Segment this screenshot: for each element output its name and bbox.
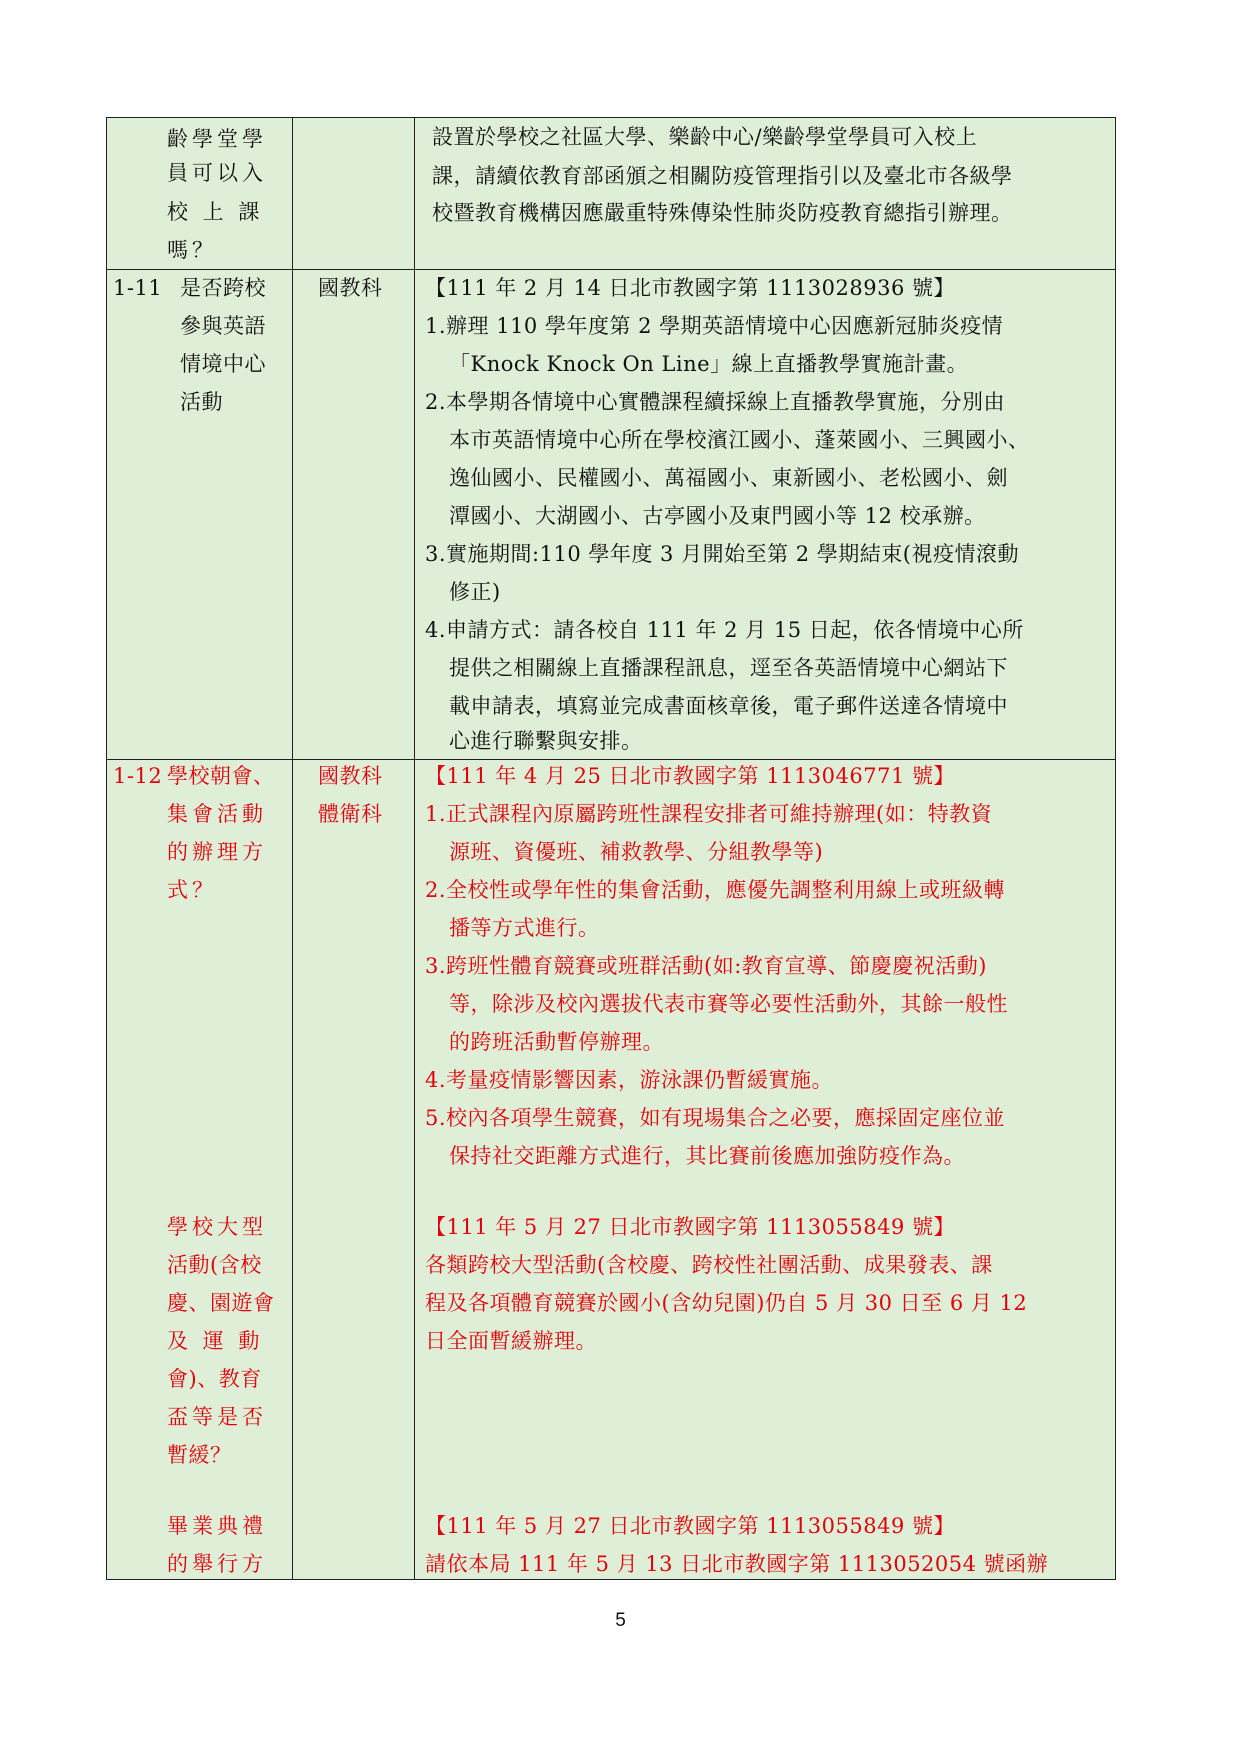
sub-question-text: 學校大型: [167, 1215, 267, 1239]
answer-text: 設置於學校之社區大學、樂齡中心/樂齡學堂學員可入校上: [432, 125, 978, 149]
sub-answer-text: 各類跨校大型活動(含校慶、跨校性社團活動、成果發表、課: [425, 1253, 993, 1277]
question-text: 校 上 課: [167, 200, 264, 224]
answer-text: 5.校內各項學生競賽，如有現場集合之必要，應採固定座位並: [425, 1106, 1006, 1130]
question-text: 活動: [180, 390, 223, 414]
department: 國教科: [318, 764, 383, 788]
faq-table: [106, 117, 1116, 1580]
answer-text: 1.辦理 110 學年度第 2 學期英語情境中心因應新冠肺炎疫情: [425, 314, 1004, 338]
answer-text: 「Knock Knock On Line」線上直播教學實施計畫。: [449, 352, 969, 376]
question-number: 1-11: [113, 276, 163, 300]
question-text: 的辦理方: [167, 840, 267, 864]
column-divider: [414, 118, 415, 1579]
answer-text: 源班、資優班、補救教學、分組教學等): [449, 840, 824, 864]
question-text: 齡學堂學: [167, 127, 267, 151]
answer-text: 3.實施期間:110 學年度 3 月開始至第 2 學期結束(視疫情滾動: [425, 542, 1019, 566]
department: 國教科: [318, 276, 383, 300]
answer-text: 課，請續依教育部函頒之相關防疫管理指引以及臺北市各級學: [432, 164, 1013, 188]
sub-answer-text: 請依本局 111 年 5 月 13 日北市教國字第 1113052054 號函辦: [425, 1552, 1049, 1576]
sub-answer-text: 【111 年 5 月 27 日北市教國字第 1113055849 號】: [425, 1215, 955, 1239]
sub-question-text: 及 運 動: [167, 1329, 264, 1353]
sub-answer-text: 日全面暫緩辦理。: [425, 1329, 597, 1353]
answer-text: 2.全校性或學年性的集會活動，應優先調整利用線上或班級轉: [425, 878, 1006, 902]
column-divider: [292, 118, 293, 1579]
question-text: 情境中心: [180, 352, 266, 376]
answer-text: 3.跨班性體育競賽或班群活動(如:教育宣導、節慶慶祝活動): [425, 954, 987, 978]
answer-text: 2.本學期各情境中心實體課程續採線上直播教學實施，分別由: [425, 390, 1006, 414]
answer-text: 1.正式課程內原屬跨班性課程安排者可維持辦理(如：特教資: [425, 802, 993, 826]
answer-text: 等，除涉及校內選拔代表市賽等必要性活動外，其餘一般性: [449, 992, 1008, 1016]
page-number: 5: [615, 1610, 626, 1631]
answer-text: 保持社交距離方式進行，其比賽前後應加強防疫作為。: [449, 1144, 965, 1168]
sub-question-text: 會)、教育: [167, 1367, 262, 1391]
sub-question-text: 活動(含校: [167, 1253, 262, 1277]
sub-question-text: 盃等是否: [167, 1405, 267, 1429]
question-text: 員可以入: [167, 161, 267, 185]
question-text: 嗎？: [167, 238, 217, 262]
answer-text: 本市英語情境中心所在學校濱江國小、蓬萊國小、三興國小、: [449, 428, 1030, 452]
answer-text: 修正): [449, 580, 501, 604]
answer-text: 潭國小、大湖國小、古亭國小及東門國小等 12 校承辦。: [449, 504, 986, 528]
question-text: 集會活動: [167, 802, 267, 826]
sub-question-text: 的舉行方: [167, 1552, 267, 1576]
sub-answer-text: 【111 年 5 月 27 日北市教國字第 1113055849 號】: [425, 1514, 955, 1538]
answer-text: 4.申請方式：請各校自 111 年 2 月 15 日起，依各情境中心所: [425, 618, 1024, 642]
answer-text: 【111 年 2 月 14 日北市教國字第 1113028936 號】: [425, 276, 955, 300]
answer-text: 【111 年 4 月 25 日北市教國字第 1113046771 號】: [425, 764, 955, 788]
question-number: 1-12: [113, 764, 163, 788]
answer-text: 逸仙國小、民權國小、萬福國小、東新國小、老松國小、劍: [449, 466, 1008, 490]
sub-question-text: 畢業典禮: [167, 1514, 267, 1538]
question-text: 是否跨校: [180, 276, 266, 300]
answer-text: 提供之相關線上直播課程訊息，逕至各英語情境中心網站下: [449, 656, 1008, 680]
row-divider: [107, 759, 1115, 760]
answer-text: 4.考量疫情影響因素，游泳課仍暫緩實施。: [425, 1068, 834, 1092]
sub-question-text: 慶、園遊會: [167, 1291, 275, 1315]
question-text: 式？: [167, 878, 217, 902]
answer-text: 校暨教育機構因應嚴重特殊傳染性肺炎防疫教育總指引辦理。: [432, 201, 1013, 225]
answer-text: 的跨班活動暫停辦理。: [449, 1030, 664, 1054]
answer-text: 播等方式進行。: [449, 916, 600, 940]
question-text: 參與英語: [180, 314, 266, 338]
sub-answer-text: 程及各項體育競賽於國小(含幼兒園)仍自 5 月 30 日至 6 月 12: [425, 1291, 1028, 1315]
row-divider: [107, 269, 1115, 270]
answer-text: 心進行聯繫與安排。: [449, 729, 643, 753]
sub-question-text: 暫緩？: [167, 1443, 232, 1467]
department: 體衛科: [318, 802, 383, 826]
answer-text: 載申請表，填寫並完成書面核章後，電子郵件送達各情境中: [449, 694, 1008, 718]
question-text: 學校朝會、: [167, 764, 275, 788]
